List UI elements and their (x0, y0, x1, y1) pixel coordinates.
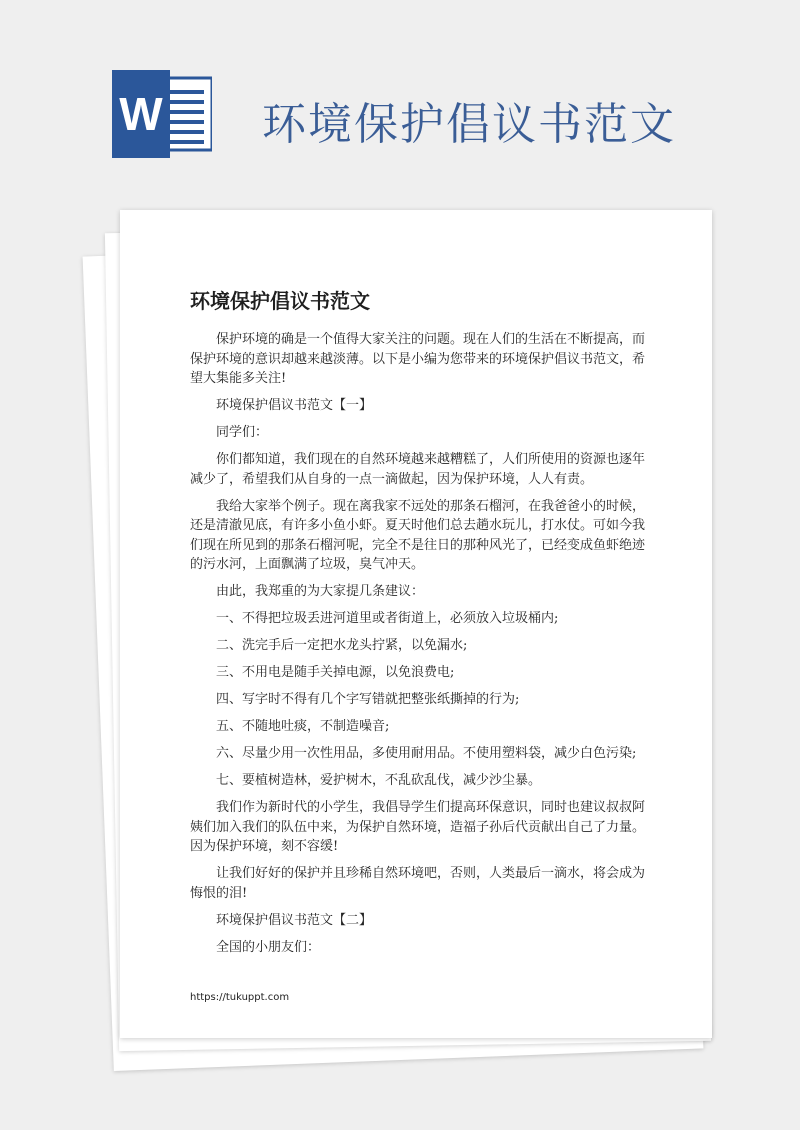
paragraph: 让我们好好的保护并且珍稀自然环境吧，否则，人类最后一滴水，将会成为悔恨的泪! (190, 866, 646, 901)
paragraph: 环境保护倡议书范文【二】 (216, 912, 373, 928)
list-item: 五、不随地吐痰，不制造噪音; (216, 719, 390, 734)
paragraph: 保护环境的确是一个值得大家关注的问题。现在人们的生活在不断提高，而保护环境的意识却越来越淡薄。以下是小编为您带来的环境保护倡议书范文，希望大集能多关注! (190, 332, 646, 386)
word-document-icon (112, 70, 212, 158)
list-item: 一、不得把垃圾丢进河道里或者街道上，必须放入垃圾桶内; (216, 611, 559, 626)
paragraph: 同学们： (216, 425, 269, 440)
paragraph: 环境保护倡议书范文【一】 (216, 398, 373, 413)
paragraph: 你们都知道，我们现在的自然环境越来越糟糕了，人们所使用的资源也逐年减少了，希望我们从自身的一点一滴做起，因为保护环境，人人有责。 (190, 452, 646, 487)
document-title: 环境保护倡议书范文 (190, 289, 370, 313)
list-item: 二、洗完手后一定把水龙头拧紧，以免漏水; (216, 638, 468, 653)
document-page (120, 210, 712, 1038)
list-item: 四、写字时不得有几个字写错就把整张纸撕掉的行为; (216, 692, 520, 707)
paragraph: 由此，我郑重的为大家提几条建议： (216, 584, 425, 599)
list-item: 七、要植树造林，爱护树木，不乱砍乱伐，减少沙尘暴。 (216, 773, 542, 788)
header-banner (0, 0, 800, 190)
document-body (190, 330, 645, 965)
svg-text:W: W (119, 88, 163, 140)
banner-title: 环境保护倡议书范文 (262, 99, 676, 150)
paragraph: 我们作为新时代的小学生，我倡导学生们提高环保意识，同时也建议叔叔阿姨们加入我们的队伍中来，为保护自然环境，造福子孙后代贡献出自己了力量。因为保护环境，刻不容缓! (190, 800, 646, 854)
list-item: 六、尽量少用一次性用品，多使用耐用品。不使用塑料袋，减少白色污染; (216, 746, 637, 761)
paragraph: 全国的小朋友们： (216, 939, 321, 955)
list-item: 三、不用电是随手关掉电源，以免浪费电; (216, 665, 455, 680)
source-url: https://tukuppt.com (190, 992, 290, 1003)
paragraph: 我给大家举个例子。现在离我家不远处的那条石榴河，在我爸爸小的时候，还是清澈见底，有许多小鱼小虾。夏天时他们总去趟水玩儿，打水仗。可如今我们现在所见到的那条石榴河呢，完全不是往日的那种风光了，已经变成鱼虾绝迹的污水河，上面飘满了垃圾，臭气冲天。 (190, 498, 646, 572)
